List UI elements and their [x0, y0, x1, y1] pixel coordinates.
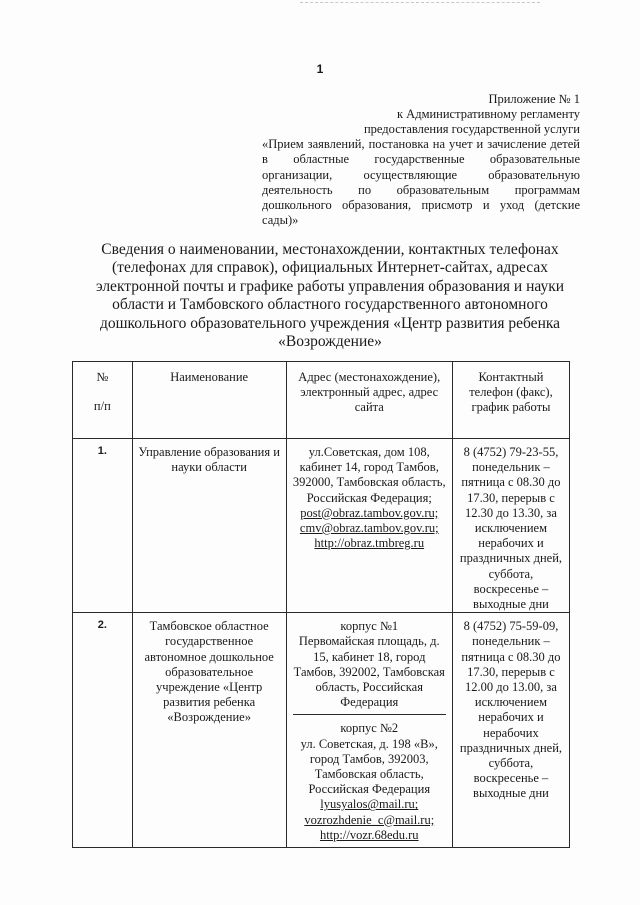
- document-heading: Сведения о наименовании, местонахождении, контактных телефонах (телефонах для справок), официальных Интернет-сайтах, адресах электронной почты и графике работы управления образования и науки области и Тамбовского областного государственного автономного дошкольного образовательного учреждения «Центр развития ребенка «Возрождение»: [95, 241, 565, 351]
- appendix-service-name: «Прием заявлений, постановка на учет и зачисление детей в областные государственные образовательные организации, осуществляющие образовательную деятельность по образовательным программам дошкольного образования, присмотр и уход (детские сады)»: [262, 137, 580, 228]
- email-link[interactable]: cmv@obraz.tambov.gov.ru;: [299, 521, 439, 536]
- website-link[interactable]: http://vozr.68edu.ru: [319, 827, 419, 842]
- email-link[interactable]: post@obraz.tambov.gov.ru;: [300, 505, 439, 520]
- header-contacts: Контактный телефон (факс), график работы: [452, 362, 569, 439]
- page-number: 1: [316, 62, 324, 76]
- contacts-table: [72, 361, 570, 848]
- row-address: [286, 613, 452, 848]
- scan-artifact: [300, 2, 540, 5]
- row-number: 1.: [73, 439, 133, 613]
- row-contacts: 8 (4752) 75-59-09, понедельник – пятница с 08.30 до 17.30, перерыв с 12.00 до 13.00, за исключением нерабочих и нерабочих праздничных дней, суббота, воскресенье – выходные дни: [452, 613, 569, 848]
- appendix-title: Приложение № 1: [488, 92, 580, 106]
- row-name: Управление образования и науки области: [132, 439, 286, 613]
- header-number: № п/п: [73, 362, 133, 439]
- appendix-reference: [262, 107, 580, 137]
- table-row: [73, 613, 570, 848]
- building-2: корпус №2 ул. Советская, д. 198 «В», город Тамбов, 392003, Тамбовская область, Российская Федерация lyusyalos@mail.ru; vozrozhdenie_c@mail.ru; http://vozr.68edu.ru: [293, 715, 446, 847]
- table-header-row: [73, 362, 570, 439]
- header-name: Наименование: [132, 362, 286, 439]
- table-row: [73, 439, 570, 613]
- header-address: Адрес (местонахождение), электронный адрес, адрес сайта: [286, 362, 452, 439]
- row-address: ул.Советская, дом 108, кабинет 14, город Тамбов, 392000, Тамбовская область, Российская Федерация; post@obraz.tambov.gov.ru; cmv@obraz.tambov.gov.ru; http://obraz.tmbreg.ru: [286, 439, 452, 613]
- row-name: Тамбовское областное государственное автономное дошкольное образовательное учреждение «Центр развития ребенка «Возрождение»: [132, 613, 286, 848]
- building-1: корпус №1 Первомайская площадь, д. 15, кабинет 18, город Тамбов, 392002, Тамбовская область, Российская Федерация: [293, 613, 446, 715]
- email-link[interactable]: vozrozhdenie_c@mail.ru;: [304, 812, 435, 827]
- email-link[interactable]: lyusyalos@mail.ru;: [320, 797, 419, 812]
- row-number: 2.: [73, 613, 133, 848]
- row-contacts: 8 (4752) 79-23-55, понедельник – пятница с 08.30 до 17.30, перерыв с 12.30 до 13.30, за исключением нерабочих и праздничных дней, суббота, воскресенье – выходные дни: [452, 439, 569, 613]
- appendix-line-1: к Административному регламенту: [396, 107, 580, 121]
- website-link[interactable]: http://obraz.tmbreg.ru: [314, 536, 425, 551]
- appendix-line-2: предоставления государственной услуги: [363, 122, 580, 136]
